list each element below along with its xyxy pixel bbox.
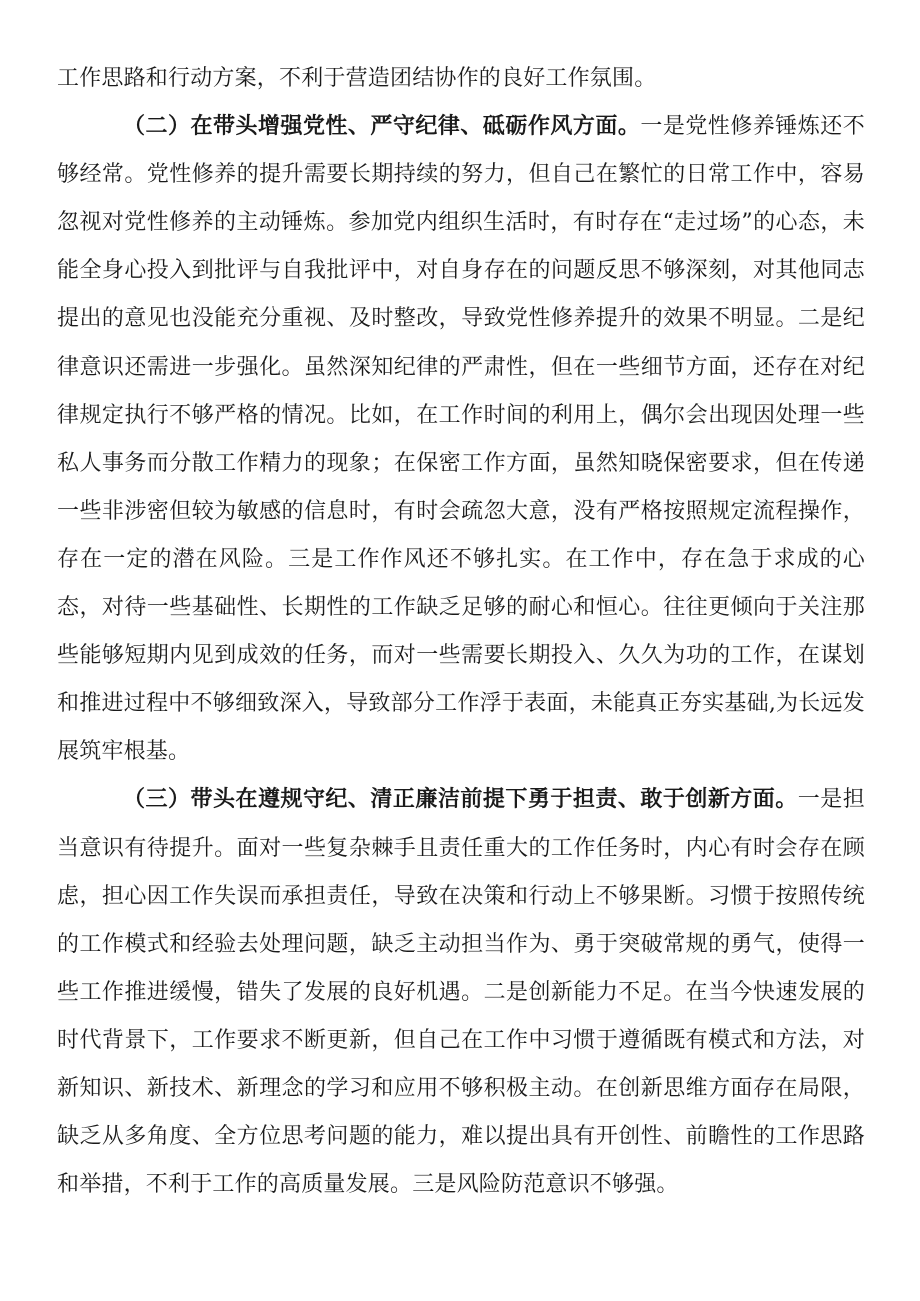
section-heading: （二）在带头增强党性、严守纪律、砥砺作风方面。 bbox=[123, 114, 641, 140]
paragraph-section-three bbox=[57, 776, 865, 1209]
paragraph-body: 一是党性修养锤炼还不够经常。党性修养的提升需要长期持续的努力，但自己在繁忙的日常工作中，容易忽视对党性修养的主动锤炼。参加党内组织生活时，有时存在“走过场”的心态，未能全身心投入到批评与自我批评中，对自身存在的问题反思不够深刻，对其他同志提出的意见也没能充分重视、及时整改，导致党性修养提升的效果不明显。二是纪律意识还需进一步强化。虽然深知纪律的严肃性，但在一些细节方面，还存在对纪律规定执行不够严格的情况。比如，在工作时间的利用上，偶尔会出现因处理一些私人事务而分散工作精力的现象；在保密工作方面，虽然知晓保密要求，但在传递一些非涉密但较为敏感的信息时，有时会疏忽大意，没有严格按照规定流程操作，存在一定的潜在风险。三是工作作风还不够扎实。在工作中，存在急于求成的心态，对待一些基础性、长期性的工作缺乏足够的耐心和恒心。往往更倾向于关注那些能够短期内见到成效的任务，而对一些需要长期投入、久久为功的工作，在谋划和推进过程中不够细致深入，导致部分工作浮于表面，未能真正夯实基础,为长远发展筑牢根基。 bbox=[57, 114, 865, 765]
paragraph-body: 一是担当意识有待提升。面对一些复杂棘手且责任重大的工作任务时，内心有时会存在顾虑，担心因工作失误而承担责任，导致在决策和行动上不够果断。习惯于按照传统的工作模式和经验去处理问题，缺乏主动担当作为、勇于突破常规的勇气，使得一些工作推进缓慢，错失了发展的良好机遇。二是创新能力不足。在当今快速发展的时代背景下，工作要求不断更新，但自己在工作中习惯于遵循既有模式和方法，对新知识、新技术、新理念的学习和应用不够积极主动。在创新思维方面存在局限，缺乏从多角度、全方位思考问题的能力，难以提出具有开创性、前瞻性的工作思路和举措，不利于工作的高质量发展。三是风险防范意识不够强。 bbox=[57, 787, 865, 1198]
section-heading: （三）带头在遵规守纪、清正廉洁前提下勇于担责、敢于创新方面。 bbox=[123, 787, 798, 813]
paragraph-continuation bbox=[57, 55, 865, 103]
document-body bbox=[57, 55, 865, 1209]
paragraph-body: 工作思路和行动方案，不利于营造团结协作的良好工作氛围。 bbox=[57, 66, 657, 91]
paragraph-section-two bbox=[57, 103, 865, 776]
